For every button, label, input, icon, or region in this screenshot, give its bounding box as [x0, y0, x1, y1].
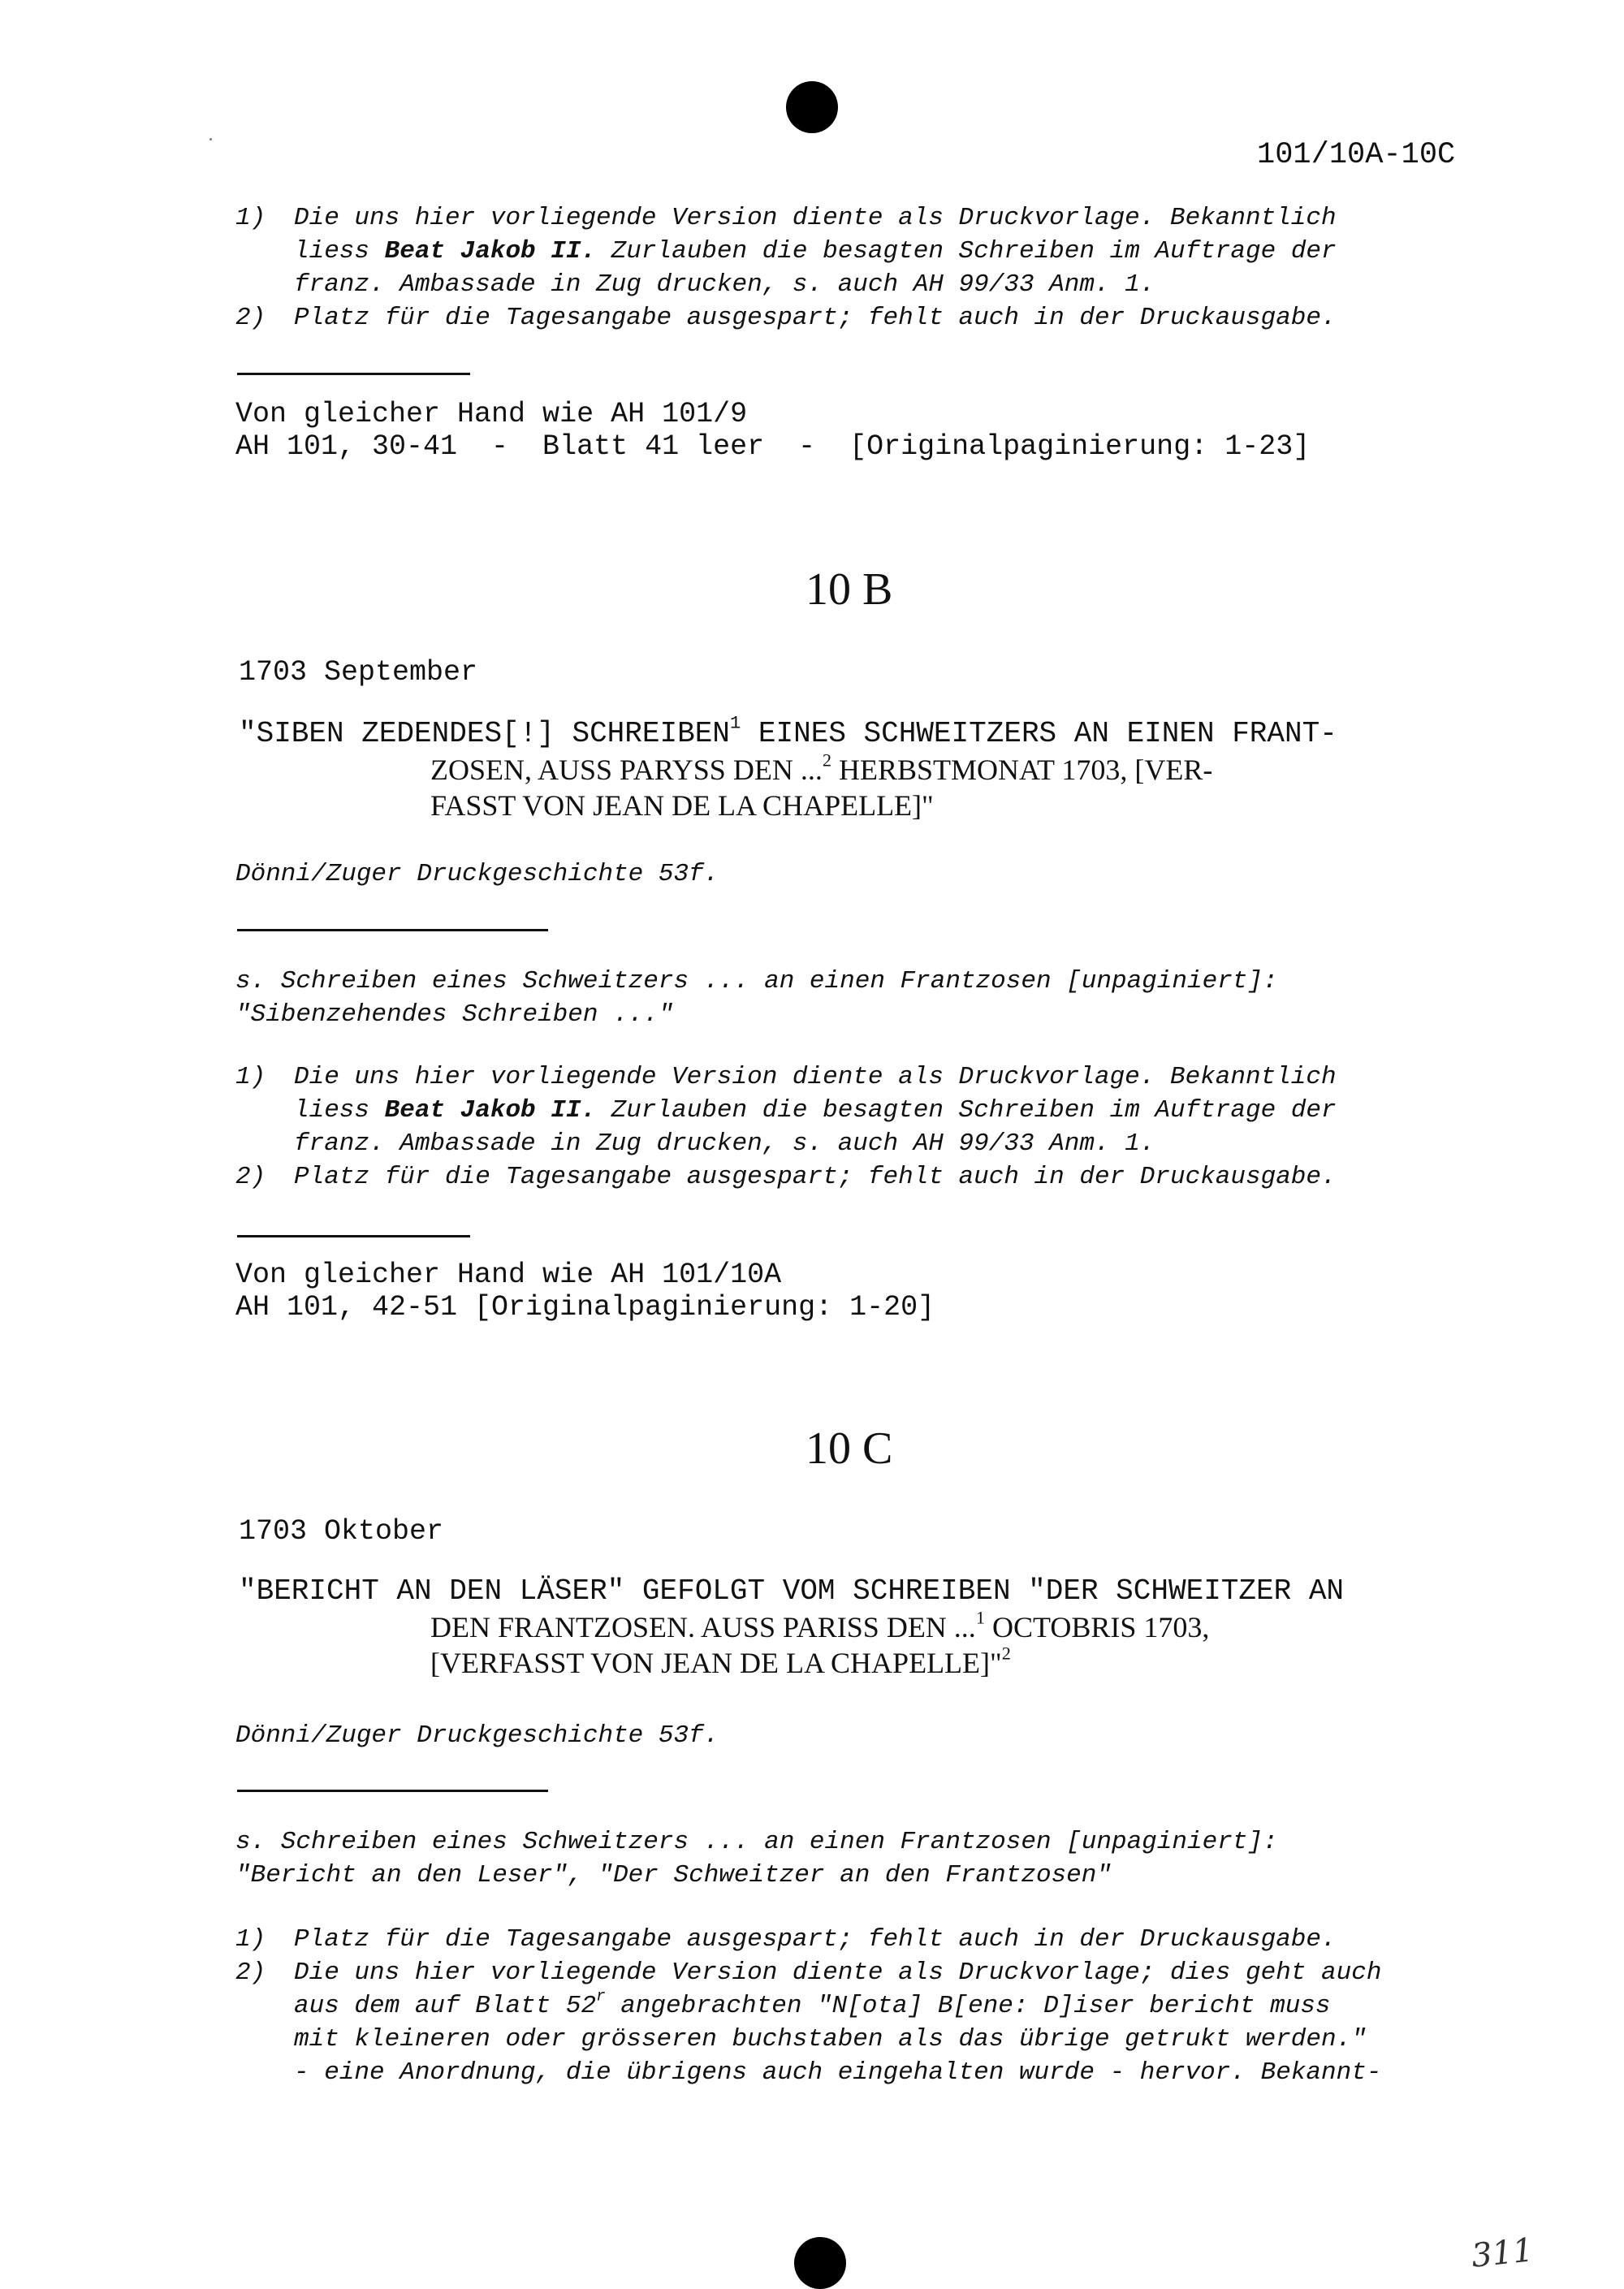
footnotes-10c: [235, 1923, 1381, 2089]
separator-rule: [237, 929, 548, 931]
provenance-line: Von gleicher Hand wie AH 101/9: [235, 398, 748, 430]
section-date-10c: 1703 Oktober: [239, 1515, 444, 1548]
see-also-line: s. Schreiben eines Schweitzers ... an einen Frantzosen [unpaginiert]:: [235, 1828, 1278, 1856]
footnote-line: franz. Ambassade in Zug drucken, s. auch AH 99/33 Anm. 1.: [294, 270, 1155, 299]
see-also-line: s. Schreiben eines Schweitzers ... an einen Frantzosen [unpaginiert]:: [235, 967, 1278, 995]
scan-speck: [209, 138, 212, 140]
reference-10b: Dönni/Zuger Druckgeschichte 53f.: [235, 860, 719, 888]
footnotes-10b: [235, 1060, 1337, 1194]
footnote-line: 1) Die uns hier vorliegende Version diente als Druckvorlage. Bekanntlich: [235, 1063, 1337, 1091]
document-title-10c: [239, 1574, 1344, 1681]
section-heading-10c: 10 C: [806, 1423, 893, 1474]
footnote-line: franz. Ambassade in Zug drucken, s. auch AH 99/33 Anm. 1.: [294, 1129, 1155, 1158]
handwritten-folio-number: 311: [1469, 2231, 1535, 2275]
title-line: DEN FRANTZOSEN. AUSS PARISS DEN ...$^1$ OCTOBRIS 1703,: [430, 1607, 1210, 1643]
footnote-line: 2) Platz für die Tagesangabe ausgespart; fehlt auch in der Druckausgabe.: [235, 304, 1337, 332]
footnote-line: 1) Platz für die Tagesangabe ausgespart; fehlt auch in der Druckausgabe.: [235, 1925, 1337, 1954]
provenance-line: Von gleicher Hand wie AH 101/10A: [235, 1259, 782, 1291]
see-also-10b: [235, 965, 1278, 1031]
section-heading-10b: 10 B: [806, 564, 893, 615]
document-title-10b: [239, 712, 1337, 823]
see-also-10c: [235, 1825, 1278, 1892]
page-reference: 101/10A-10C: [1257, 138, 1456, 172]
punch-hole-top: [786, 81, 838, 133]
title-line: "SIBEN ZEDENDES[!] SCHREIBEN$^1$ EINES SCHWEITZERS AN EINEN FRANT-: [239, 712, 1337, 750]
footnote-line: mit kleineren oder grösseren buchstaben als das übrige getrukt werden.": [294, 2025, 1367, 2054]
footnote-line: liess Beat Jakob II. Zurlauben die besagten Schreiben im Auftrage der: [294, 1096, 1337, 1125]
section-date-10b: 1703 September: [239, 656, 478, 689]
separator-rule: [237, 1235, 470, 1237]
see-also-line: "Sibenzehendes Schreiben ...": [235, 1000, 674, 1029]
title-line: FASST VON JEAN DE LA CHAPELLE]": [430, 789, 934, 822]
punch-hole-bottom: [794, 2237, 846, 2289]
provenance-10b: [235, 1259, 935, 1324]
top-footnotes: [235, 201, 1337, 335]
footnote-line: 1) Die uns hier vorliegende Version diente als Druckvorlage. Bekanntlich: [235, 204, 1337, 232]
provenance-line: AH 101, 42-51 [Originalpaginierung: 1-20]: [235, 1291, 935, 1324]
reference-10c: Dönni/Zuger Druckgeschichte 53f.: [235, 1721, 719, 1750]
footnote-line: 2) Platz für die Tagesangabe ausgespart; fehlt auch in der Druckausgabe.: [235, 1163, 1337, 1191]
separator-rule: [237, 373, 470, 375]
title-line: [VERFASST VON JEAN DE LA CHAPELLE]"$^2$: [430, 1643, 1011, 1679]
see-also-line: "Bericht an den Leser", "Der Schweitzer an den Frantzosen": [235, 1861, 1112, 1890]
title-line: "BERICHT AN DEN LÄSER" GEFOLGT VOM SCHREIBEN "DER SCHWEITZER AN: [239, 1574, 1345, 1608]
footnote-line: liess Beat Jakob II. Zurlauben die besagten Schreiben im Auftrage der: [294, 237, 1337, 266]
provenance-10a: [235, 398, 1310, 463]
separator-rule: [237, 1790, 548, 1792]
footnote-line: 2) Die uns hier vorliegende Version diente als Druckvorlage; dies geht auch: [235, 1959, 1382, 1987]
footnote-line: aus dem auf Blatt 52$^r$ angebrachten "N[ota] B[ene: D]iser bericht muss: [294, 1987, 1331, 2020]
footnote-line: - eine Anordnung, die übrigens auch eingehalten wurde - hervor. Bekannt-: [294, 2058, 1382, 2087]
title-line: ZOSEN, AUSS PARYSS DEN ...$^2$ HERBSTMONAT 1703, [VER-: [430, 749, 1213, 786]
provenance-line: AH 101, 30-41 - Blatt 41 leer - [Originalpaginierung: 1-23]: [235, 430, 1311, 463]
